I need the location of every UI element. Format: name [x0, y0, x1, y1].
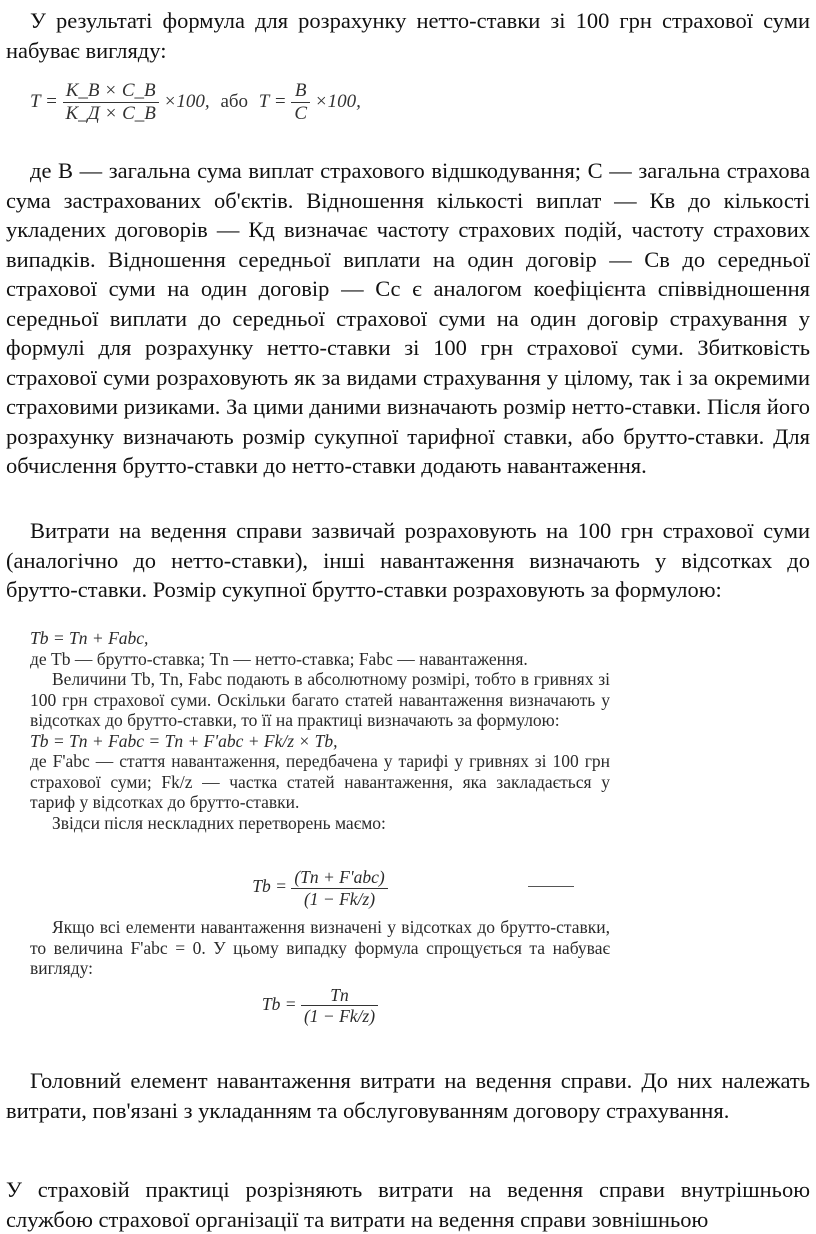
scan-text-1: де Tb — брутто-ставка; Tn — нетто-ставка; Fabc — навантаження.	[30, 648, 528, 669]
scan-formula-4-numerator: Tn	[301, 985, 378, 1007]
scan-text-3: де F'abc — стаття навантаження, передбачена у тарифі у гривнях зі 100 грн страхової суми; Fk/z — частка статей навантаження, яка закладається у тариф у відсотках до брутто-ставки.	[30, 751, 610, 812]
formula-lhs-2: T =	[258, 90, 287, 112]
scan-text-2: Величини Tb, Tn, Fabc подають в абсолютному розмірі, тобто в гривнях зі 100 грн страхової суми. Оскільки багато статей навантаження визначають у відсотках до брутто-ставки, то її на практиці визначають за формулою:	[30, 669, 610, 730]
formula-net-rate	[30, 80, 361, 125]
formula-fraction	[63, 80, 159, 125]
scan-artifact-line	[528, 886, 574, 887]
formula-or: або	[220, 90, 249, 112]
formula-numerator: К_В × С_В	[63, 80, 159, 103]
scan-formula-4-lhs: Tb =	[261, 993, 297, 1014]
scanned-formula-block	[30, 628, 610, 1027]
paragraph-expenses: Витрати на ведення справи зазвичай розраховують на 100 грн страхової суми (аналогічно до нетто-ставки), інші навантаження визначають у відсотках до брутто-ставки. Розмір сукупної брутто-ставки розраховують за формулою:	[6, 518, 810, 602]
formula-numerator-2: B	[291, 80, 310, 103]
scan-formula-2: Tb = Tn + Fabc = Tn + F'abc + Fk/z × Tb,	[30, 730, 338, 751]
scan-formula-3	[30, 867, 610, 909]
formula-fraction-2	[291, 80, 310, 125]
scan-formula-4-denominator: (1 − Fk/z)	[303, 1006, 376, 1026]
formula-multiplier: ×100,	[163, 90, 210, 112]
formula-denominator: К_Д × С_В	[65, 103, 156, 124]
paragraph-main-element: Головний елемент навантаження витрати на ведення справи. До них належать витрати, пов'язані з укладанням та обслуговуванням договору страхування.	[6, 1068, 810, 1123]
paragraph-intro: У результаті формула для розрахунку нетто-ставки зі 100 грн страхової суми набуває вигляду:	[6, 8, 810, 63]
formula-lhs: T =	[30, 90, 58, 112]
scan-formula-3-numerator: (Tn + F'abc)	[291, 867, 387, 889]
formula-denominator-2: C	[294, 103, 308, 124]
scan-formula-4-fraction	[301, 985, 378, 1027]
scan-formula-3-fraction	[291, 867, 387, 909]
scan-formula-1: Tb = Tn + Fabc,	[30, 628, 149, 648]
scan-formula-4	[30, 985, 610, 1027]
scan-formula-3-lhs: Tb =	[252, 876, 287, 897]
scan-formula-3-denominator: (1 − Fk/z)	[303, 888, 376, 909]
paragraph-definitions: де В — загальна сума виплат страхового відшкодування; С — загальна страхова сума застрахованих об'єктів. Відношення кількості виплат — Кв до кількості укладених договорів — Кд визначає частоту страхових подій, частоту страхових випадків. Відношення середньої виплати на один договір — Св до середньої страхової суми на один договір — Сс є аналогом коефіцієнта співвідношення середньої виплати до середньої страхової суми на один договір страхування у формулі для розрахунку нетто-ставки зі 100 грн страхової суми. Збитковість страхової суми розраховують як за видами страхування у цілому, так і за окремими страховими ризиками. За цими даними визначають розмір нетто-ставки. Після його розрахунку визначають розмір сукупної тарифної ставки, або брутто-ставки. Для обчислення брутто-ставки до нетто-ставки додають навантаження.	[6, 158, 810, 478]
paragraph-practice: У страховій практиці розрізняють витрати на ведення справи внутрішньою службою страхової організації та витрати на ведення справи зовнішньою	[6, 1177, 810, 1232]
scan-text-5: Якщо всі елементи навантаження визначені у відсотках до брутто-ставки, то величина F'abc = 0. У цьому випадку формула спрощується та набуває вигляду:	[30, 917, 610, 978]
formula-multiplier-2: ×100,	[314, 90, 361, 112]
scan-text-4: Звідси після нескладних перетворень маємо:	[52, 812, 386, 833]
